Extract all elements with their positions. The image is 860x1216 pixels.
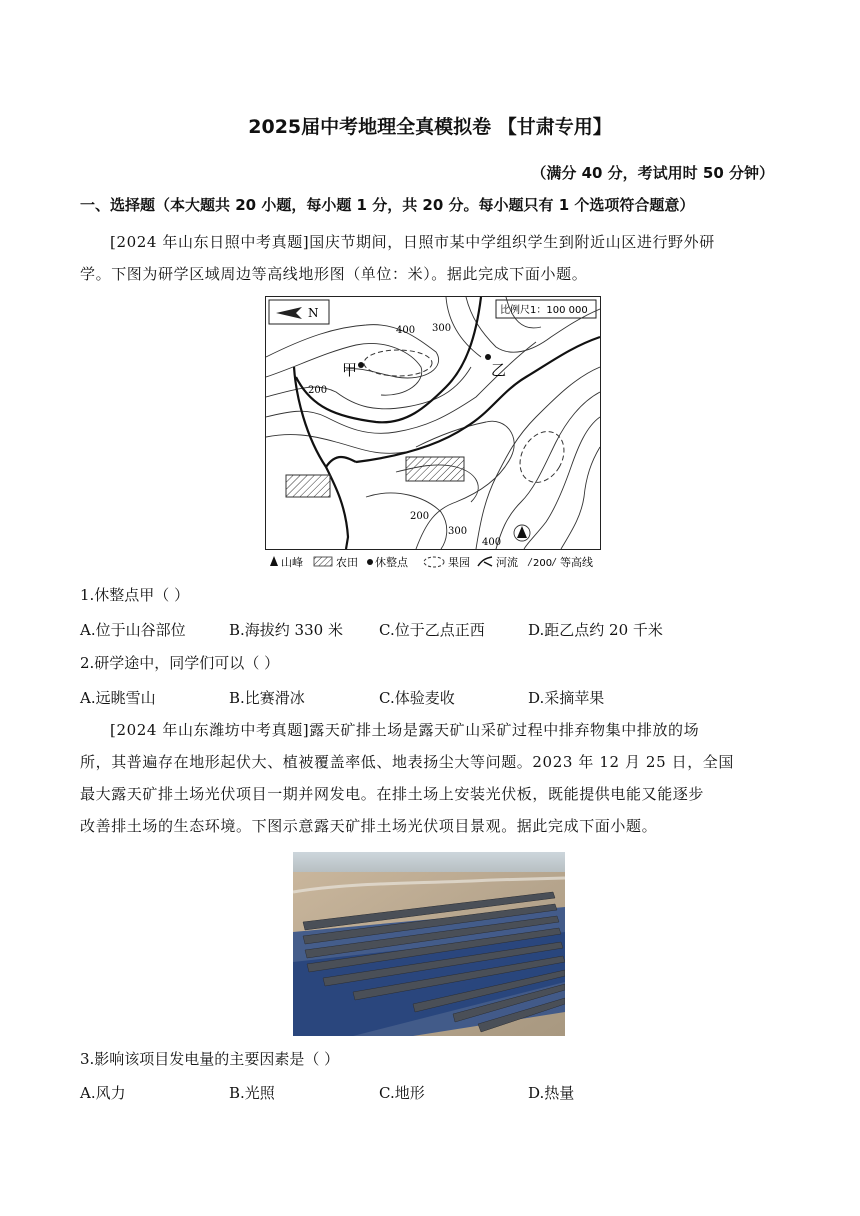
q3-option-b[interactable]: B.光照	[229, 1084, 275, 1102]
passage-1-line-1: [2024 年山东日照中考真题]国庆节期间，日照市某中学组织学生到附近山区进行野外研	[110, 233, 715, 251]
passage-1	[80, 226, 780, 290]
legend-river-label: 河流	[496, 556, 518, 569]
contour-label-200-bottom: 200	[410, 511, 430, 522]
north-label: N	[308, 306, 319, 320]
contour-label-200-left: 200	[308, 385, 328, 396]
scale-label: 比例尺1：100 000	[500, 305, 588, 316]
question-1-stem: 1.休整点甲（ ）	[80, 586, 190, 604]
q2-option-d[interactable]: D.采摘苹果	[528, 689, 605, 707]
passage-2-line-2: 所，其普遍存在地形起伏大、植被覆盖率低、地表扬尘大等问题。2023 年 12 月 25 日，全国	[80, 753, 734, 771]
point-yi-label: 乙	[491, 361, 507, 379]
exam-info: （满分 40 分，考试用时 50 分钟）	[531, 164, 774, 182]
solar-photo	[293, 852, 565, 1036]
farmland-icon	[314, 557, 332, 566]
section-heading: 一、选择题（本大题共 20 小题，每小题 1 分，共 20 分。每小题只有 1 个选项符合题意）	[80, 196, 695, 214]
passage-1-line-2: 学。下图为研学区域周边等高线地形图（单位：米）。据此完成下面小题。	[80, 265, 588, 283]
rest-point-icon	[367, 559, 373, 565]
q1-option-a[interactable]: A.位于山谷部位	[80, 621, 186, 639]
contour-icon	[528, 558, 532, 566]
map-legend	[268, 554, 608, 573]
question-2-stem: 2.研学途中，同学们可以（ ）	[80, 654, 280, 672]
passage-2-line-1: [2024 年山东潍坊中考真题]露天矿排土场是露天矿山采矿过程中排弃物集中排放的场	[110, 721, 700, 739]
passage-2-line-4: 改善排土场的生态环境。下图示意露天矿排土场光伏项目景观。据此完成下面小题。	[80, 817, 658, 835]
q2-option-b[interactable]: B.比赛滑冰	[229, 689, 305, 707]
legend-rest-label: 休整点	[375, 556, 408, 569]
legend-farmland-label: 农田	[336, 556, 358, 569]
contour-label-300-bottom: 300	[448, 526, 468, 537]
legend-contour-label: 等高线	[560, 556, 593, 569]
q3-option-d[interactable]: D.热量	[528, 1084, 575, 1102]
q2-option-a[interactable]: A.远眺雪山	[80, 689, 156, 707]
legend-peak-label: 山峰	[281, 556, 303, 569]
q2-option-c[interactable]: C.体验麦收	[379, 689, 455, 707]
q3-option-c[interactable]: C.地形	[379, 1084, 425, 1102]
passage-2-line-3: 最大露天矿排土场光伏项目一期并网发电。在排土场上安装光伏板，既能提供电能又能逐步	[80, 785, 705, 803]
orchard-icon	[424, 557, 444, 567]
contour-label-300-top: 300	[432, 323, 452, 334]
question-3-stem: 3.影响该项目发电量的主要因素是（ ）	[80, 1050, 340, 1068]
contour-label-400-top: 400	[396, 325, 416, 336]
q1-option-b[interactable]: B.海拔约 330 米	[229, 621, 343, 639]
contour-map	[265, 296, 601, 550]
q1-option-d[interactable]: D.距乙点约 20 千米	[528, 621, 663, 639]
legend-contour-value: 200	[533, 558, 553, 569]
legend-orchard-label: 果园	[448, 556, 470, 569]
page-title: 2025届中考地理全真模拟卷 【甘肃专用】	[248, 116, 612, 138]
peak-icon	[270, 556, 278, 566]
point-jia-label: 甲	[342, 361, 358, 379]
river-icon	[478, 557, 492, 566]
q1-option-c[interactable]: C.位于乙点正西	[379, 621, 485, 639]
q3-option-a[interactable]: A.风力	[80, 1084, 126, 1102]
contour-label-400-bottom: 400	[482, 537, 502, 548]
passage-2	[80, 714, 780, 842]
